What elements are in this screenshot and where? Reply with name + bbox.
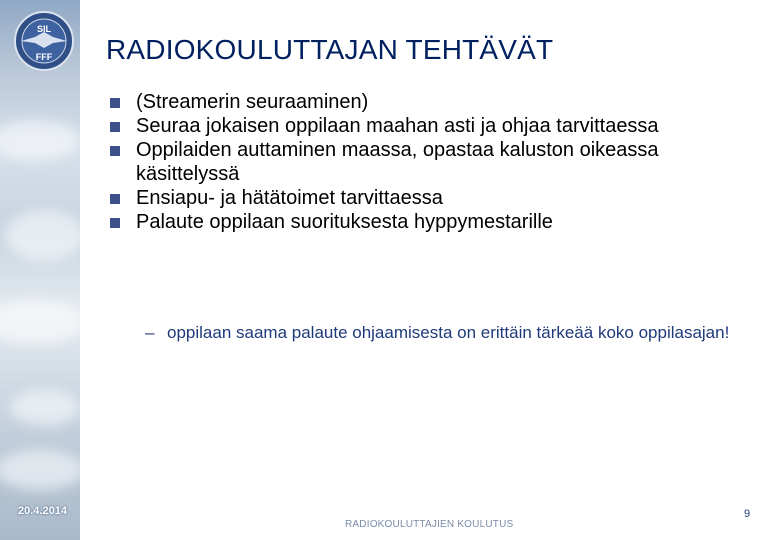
bullet-text: Palaute oppilaan suorituksesta hyppymestarille	[136, 211, 553, 233]
bullet-item	[110, 186, 750, 210]
logo-bottom-text: FFF	[35, 52, 53, 62]
bullet-item	[110, 210, 750, 234]
bullet-square-icon	[110, 98, 120, 108]
page-number: 9	[744, 508, 751, 520]
logo-top-text: SIL	[36, 24, 52, 34]
bullet-item	[110, 90, 750, 114]
dash-marker: –	[145, 323, 155, 342]
bullet-text: Seuraa jokaisen oppilaan maahan asti ja ohjaa tarvittaessa	[136, 115, 659, 137]
bullet-text: Oppilaiden auttaminen maassa, opastaa kaluston oikeassa käsittelyssä	[136, 139, 659, 185]
sub-bullet-text: oppilaan saama palaute ohjaamisesta on erittäin tärkeää koko oppilasajan!	[167, 323, 730, 342]
bullet-list	[110, 90, 750, 234]
bullet-item	[110, 114, 750, 138]
bullet-item	[110, 138, 750, 186]
bullet-square-icon	[110, 122, 120, 132]
sky-side-strip	[0, 0, 80, 540]
bullet-square-icon	[110, 218, 120, 228]
slide-title: RADIOKOULUTTAJAN TEHTÄVÄT	[106, 34, 554, 65]
bullet-text: (Streamerin seuraaminen)	[136, 91, 369, 113]
footer-date: 20.4.2014	[18, 505, 67, 517]
footer-title: RADIOKOULUTTAJIEN KOULUTUS	[345, 519, 514, 530]
bullet-square-icon	[110, 146, 120, 156]
bullet-text: Ensiapu- ja hätätoimet tarvittaessa	[136, 187, 443, 209]
bullet-square-icon	[110, 194, 120, 204]
sub-bullet	[145, 321, 767, 344]
sil-fff-logo	[13, 10, 75, 72]
